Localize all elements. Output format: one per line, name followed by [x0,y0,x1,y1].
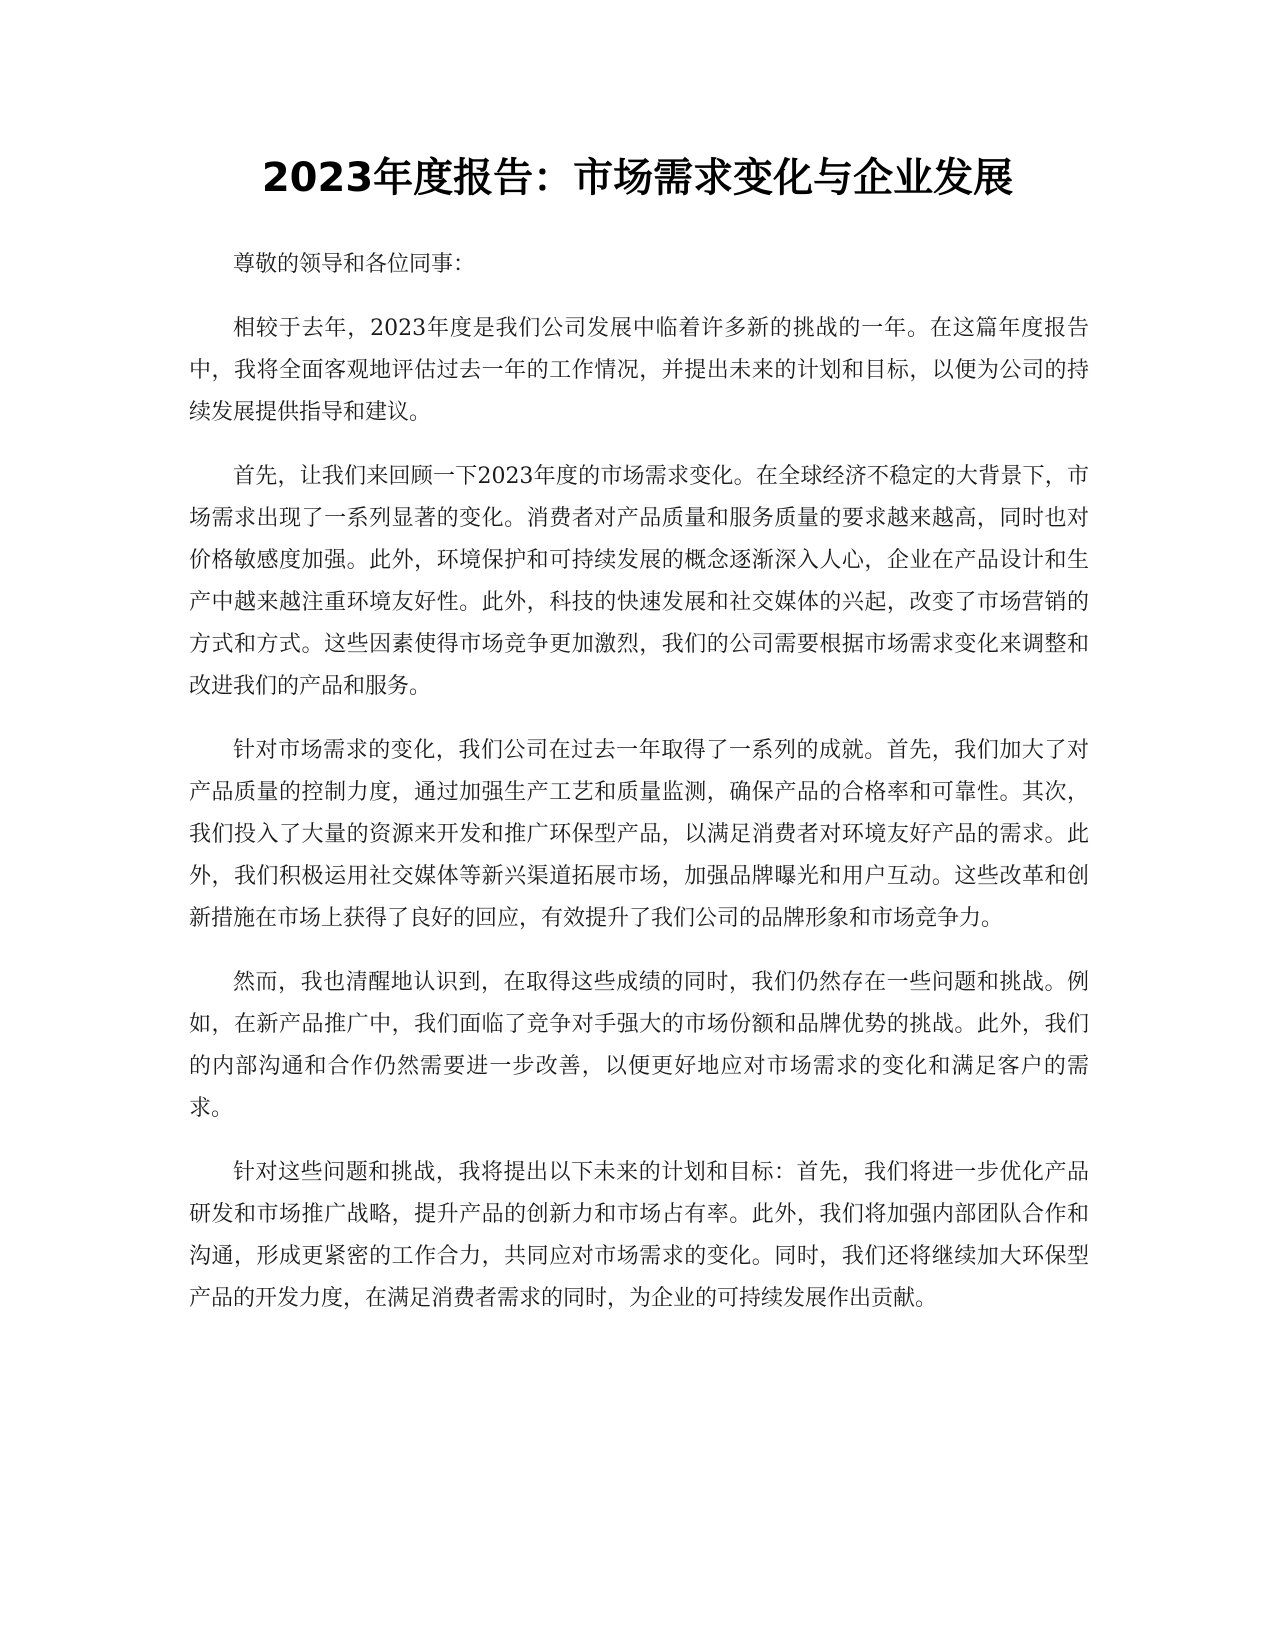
document-body [189,244,1089,1342]
salutation-paragraph: 尊敬的领导和各位同事： [233,252,476,277]
future-plans-paragraph: 针对这些问题和挑战，我将提出以下未来的计划和目标：首先，我们将进一步优化产品研发和市场推广战略，提升产品的创新力和市场占有率。此外，我们将加强内部团队合作和沟通，形成更紧密的工作合力，共同应对市场需求的变化。同时，我们还将继续加大环保型产品的开发力度，在满足消费者需求的同时，为企业的可持续发展作出贡献。 [189,1160,1089,1311]
achievements-paragraph: 针对市场需求的变化，我们公司在过去一年取得了一系列的成就。首先，我们加大了对产品质量的控制力度，通过加强生产工艺和质量监测，确保产品的合格率和可靠性。其次，我们投入了大量的资源来开发和推广环保型产品，以满足消费者对环境友好产品的需求。此外，我们积极运用社交媒体等新兴渠道拓展市场，加强品牌曝光和用户互动。这些改革和创新措施在市场上获得了良好的回应，有效提升了我们公司的品牌形象和市场竞争力。 [189,738,1089,931]
document-title: 2023年度报告：市场需求变化与企业发展 [261,155,1014,201]
market-changes-paragraph: 首先，让我们来回顾一下2023年度的市场需求变化。在全球经济不稳定的大背景下，市场需求出现了一系列显著的变化。消费者对产品质量和服务质量的要求越来越高，同时也对价格敏感度加强。此外，环境保护和可持续发展的概念逐渐深入人心，企业在产品设计和生产中越来越注重环境友好性。此外，科技的快速发展和社交媒体的兴起，改变了市场营销的方式和方式。这些因素使得市场竞争更加激烈，我们的公司需要根据市场需求变化来调整和改进我们的产品和服务。 [189,464,1089,699]
challenges-paragraph: 然而，我也清醒地认识到，在取得这些成绩的同时，我们仍然存在一些问题和挑战。例如，在新产品推广中，我们面临了竞争对手强大的市场份额和品牌优势的挑战。此外，我们的内部沟通和合作仍然需要进一步改善，以便更好地应对市场需求的变化和满足客户的需求。 [189,970,1089,1121]
intro-paragraph: 相较于去年，2023年度是我们公司发展中临着许多新的挑战的一年。在这篇年度报告中，我将全面客观地评估过去一年的工作情况，并提出未来的计划和目标，以便为公司的持续发展提供指导和建议。 [189,316,1089,425]
